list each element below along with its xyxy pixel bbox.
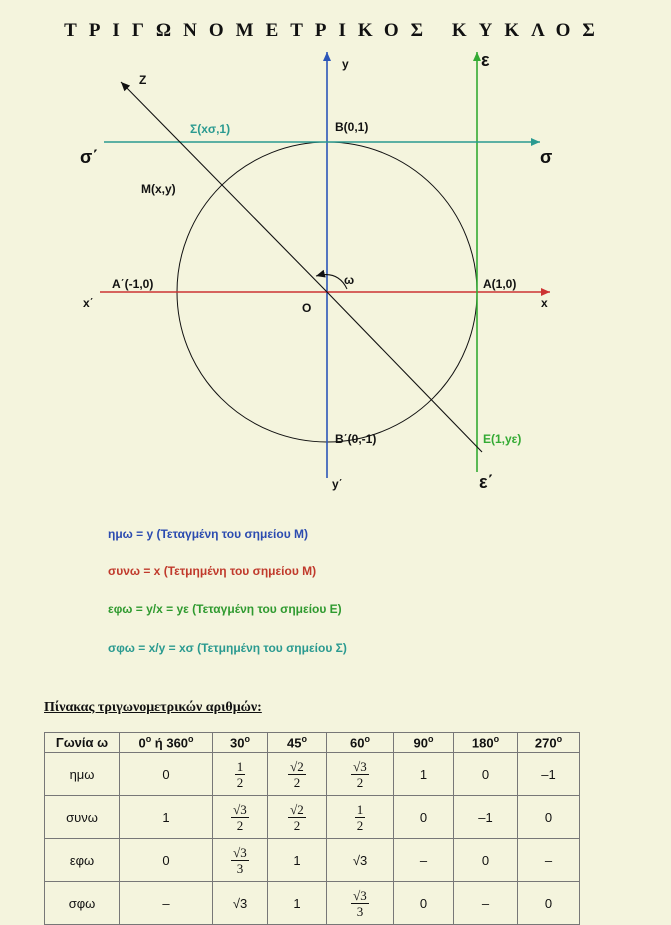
definition-sin: ημω = y (Τεταγμένη του σημείου Μ) <box>108 527 309 541</box>
fraction-denominator: 3 <box>356 903 364 919</box>
table-cell: √3 <box>213 882 268 925</box>
table-cell: – <box>454 882 518 925</box>
fraction-denominator: 3 <box>236 860 244 876</box>
label-x: x <box>541 296 548 310</box>
label-sigma-prime: σ΄ <box>80 147 99 167</box>
label-y: y <box>342 57 349 71</box>
header-30: $30^o$ <box>213 733 268 753</box>
angle-omega-arc <box>316 275 347 289</box>
table-cell <box>213 753 268 796</box>
row-label: εφω <box>45 839 120 882</box>
fraction-denominator: 2 <box>236 817 244 833</box>
table-cell <box>327 882 394 925</box>
header-60: $60^o$ <box>327 733 394 753</box>
fraction <box>288 802 306 833</box>
fraction-numerator: 1 <box>356 801 364 817</box>
table-cell: √3 <box>327 839 394 882</box>
row-label: σφω <box>45 882 120 925</box>
table-cell <box>268 753 327 796</box>
fraction-denominator: 2 <box>293 774 301 790</box>
label-sigma: σ <box>540 147 553 167</box>
table-cell: – <box>120 882 213 925</box>
table-cell: –1 <box>454 796 518 839</box>
fraction-numerator: √3 <box>353 758 367 774</box>
header-0-360: $0^o$ ή $360^o$ <box>120 733 213 753</box>
fraction <box>231 845 249 876</box>
fraction <box>351 759 369 790</box>
table-cell: 1 <box>268 882 327 925</box>
fraction-numerator: 1 <box>236 758 244 774</box>
fraction-denominator: 2 <box>356 774 364 790</box>
table-header-row <box>45 733 580 753</box>
label-x-prime: x΄ <box>83 296 94 310</box>
table-cell: 1 <box>268 839 327 882</box>
table-cell <box>213 839 268 882</box>
fraction-numerator: √3 <box>233 844 247 860</box>
fraction <box>355 802 366 833</box>
table-cell <box>327 753 394 796</box>
row-label: ημω <box>45 753 120 796</box>
table-cell: – <box>518 839 580 882</box>
table-cell <box>327 796 394 839</box>
table-row <box>45 882 580 925</box>
label-epsilon-prime: ε΄ <box>479 472 494 492</box>
label-z: Z <box>139 73 147 87</box>
trig-values-table <box>44 732 580 925</box>
table-cell: – <box>394 839 454 882</box>
row-label: συνω <box>45 796 120 839</box>
table-cell: 0 <box>518 796 580 839</box>
label-sigma-point: Σ(xσ,1) <box>190 122 231 136</box>
label-e: E(1,yε) <box>483 432 522 446</box>
table-cell: 1 <box>394 753 454 796</box>
fraction-numerator: √2 <box>290 758 304 774</box>
label-b: B(0,1) <box>335 120 369 134</box>
page-title: ΤΡΙΓΩΝΟΜΕΤΡΙΚΟΣ ΚΥΚΛΟΣ <box>64 20 607 41</box>
definition-tan: εφω = y/x = yε (Τεταγμένη του σημείου Ε) <box>108 602 342 616</box>
table-cell: 0 <box>454 839 518 882</box>
table-row <box>45 753 580 796</box>
header-90: $90^o$ <box>394 733 454 753</box>
header-270: $270^o$ <box>518 733 580 753</box>
table-cell: –1 <box>518 753 580 796</box>
definition-cot: σφω = x/y = xσ (Τετμημένη του σημείου Σ) <box>108 641 347 655</box>
label-omega: ω <box>344 273 355 287</box>
table-title: Πίνακας τριγωνομετρικών αριθμών: <box>44 700 262 715</box>
label-y-prime: y΄ <box>332 477 343 491</box>
table-cell <box>268 796 327 839</box>
extension-line <box>327 292 482 452</box>
fraction-denominator: 2 <box>293 817 301 833</box>
table-cell: 0 <box>454 753 518 796</box>
fraction <box>288 759 306 790</box>
header-180: $180^o$ <box>454 733 518 753</box>
label-epsilon: ε <box>481 50 490 70</box>
table-cell: 0 <box>394 882 454 925</box>
label-o: O <box>302 301 312 315</box>
table-cell: 0 <box>120 753 213 796</box>
table-row <box>45 839 580 882</box>
table-row <box>45 796 580 839</box>
table-cell: 1 <box>120 796 213 839</box>
table-cell: 0 <box>120 839 213 882</box>
fraction <box>351 888 369 919</box>
fraction-numerator: √3 <box>233 801 247 817</box>
fraction-denominator: 2 <box>236 774 244 790</box>
label-a-prime: A΄(-1,0) <box>112 277 154 291</box>
table-cell: 0 <box>518 882 580 925</box>
fraction-numerator: √3 <box>353 887 367 903</box>
header-45: $45^o$ <box>268 733 327 753</box>
table-cell <box>213 796 268 839</box>
definition-cos: συνω = x (Τετμημένη του σημείου Μ) <box>108 564 317 578</box>
fraction <box>235 759 246 790</box>
table-cell: 0 <box>394 796 454 839</box>
label-a: A(1,0) <box>483 277 517 291</box>
header-angle: Γωνία ω <box>45 733 120 753</box>
label-m: M(x,y) <box>141 182 176 196</box>
fraction-denominator: 2 <box>356 817 364 833</box>
fraction-numerator: √2 <box>290 801 304 817</box>
label-b-prime: B΄(0,-1) <box>335 432 377 446</box>
fraction <box>231 802 249 833</box>
